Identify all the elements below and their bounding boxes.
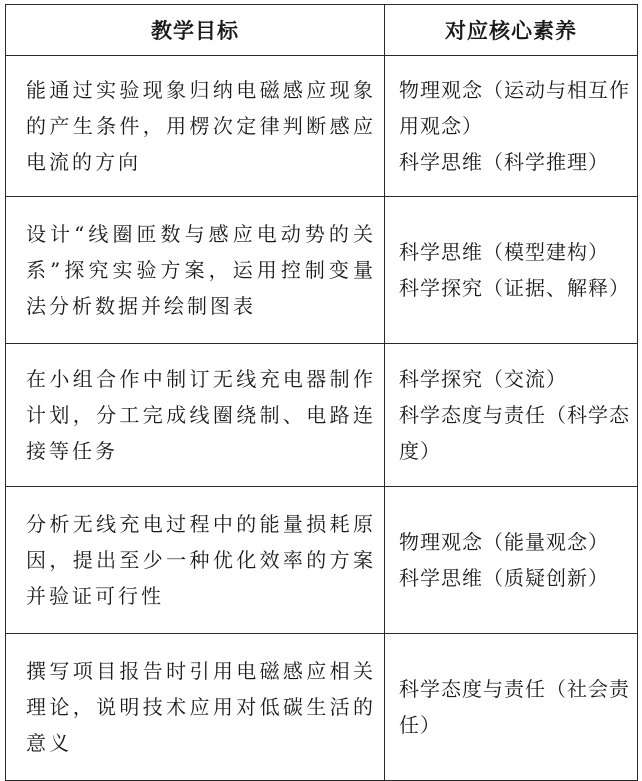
literacy-item: 物理观念（能量观念） (399, 530, 609, 554)
goal-cell (6, 634, 385, 781)
goal-cell (6, 344, 385, 487)
literacy-cell (385, 56, 638, 197)
goal-text: 撰写项目报告时引用电磁感应相关理论，说明技术应用对低碳生活的意义 (26, 659, 376, 755)
table-row (6, 56, 638, 197)
header-teaching-goal: 教学目标 (6, 5, 385, 56)
table-row (6, 634, 638, 781)
table-row (6, 344, 638, 487)
goal-text: 能通过实验现象归纳电磁感应现象的产生条件，用楞次定律判断感应电流的方向 (26, 78, 376, 174)
literacy-item: 科学思维（科学推理） (399, 150, 609, 174)
goal-text: 在小组合作中制订无线充电器制作计划，分工完成线圈绕制、电路连接等任务 (26, 367, 376, 463)
goal-cell (6, 487, 385, 634)
literacy-cell (385, 197, 638, 344)
goals-literacy-table (5, 4, 638, 781)
goal-cell (6, 56, 385, 197)
literacy-item: 科学思维（质疑创新） (399, 566, 609, 590)
literacy-cell (385, 344, 638, 487)
literacy-item: 科学探究（交流） (399, 367, 567, 391)
goal-text: 设计“线圈匝数与感应电动势的关系”探究实验方案，运用控制变量法分析数据并绘制图表 (26, 222, 376, 318)
literacy-item: 科学探究（证据、解释） (399, 276, 630, 300)
literacy-cell (385, 634, 638, 781)
literacy-item: 科学思维（模型建构） (399, 240, 609, 264)
literacy-item: 物理观念（运动与相互作用观念） (399, 78, 630, 138)
goal-cell (6, 197, 385, 344)
literacy-item: 科学态度与责任（社会责任） (399, 677, 630, 737)
literacy-item: 科学态度与责任（科学态度） (399, 403, 630, 463)
literacy-cell (385, 487, 638, 634)
table-row (6, 487, 638, 634)
table-header-row (6, 5, 638, 56)
table-row (6, 197, 638, 344)
header-core-literacy: 对应核心素养 (385, 5, 638, 56)
goal-text: 分析无线充电过程中的能量损耗原因，提出至少一种优化效率的方案并验证可行性 (26, 512, 376, 608)
